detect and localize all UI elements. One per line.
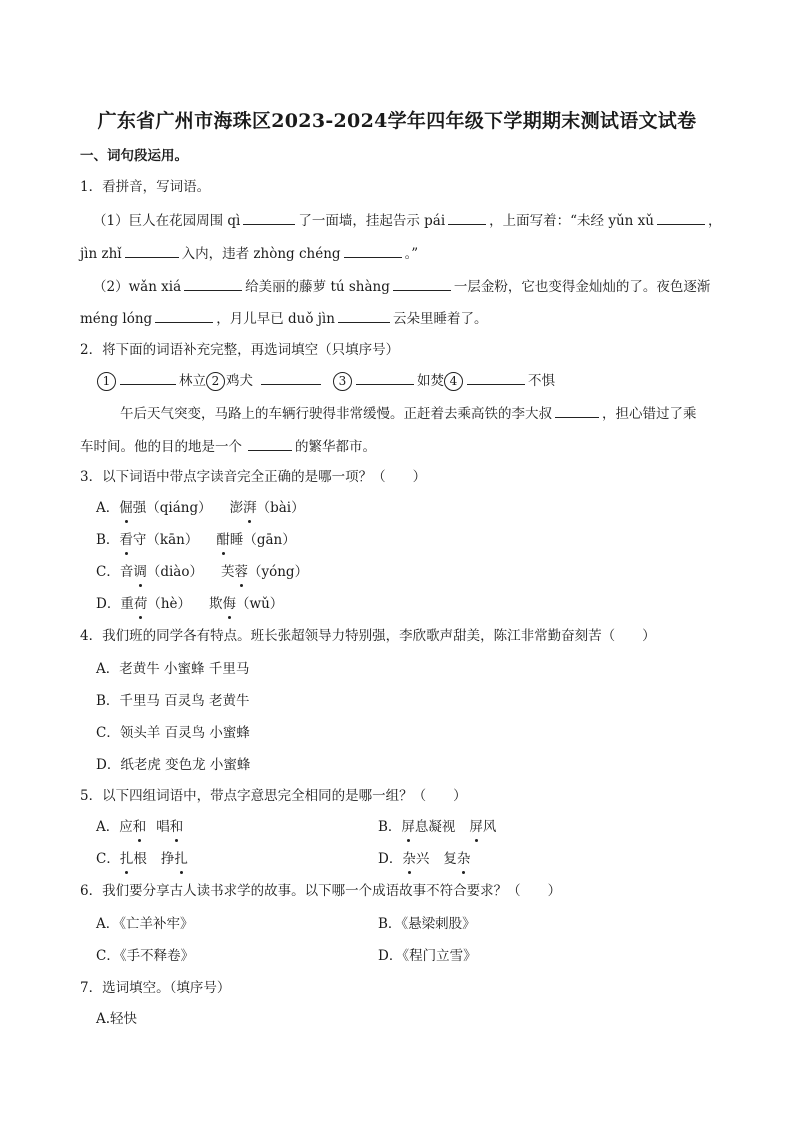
q2-paragraph-line-1 [120, 404, 697, 424]
dotted-char: 和 [169, 819, 184, 835]
option-text: 老黄牛 小蜜蜂 千里马 [119, 661, 250, 677]
option-text: （diào） [146, 564, 203, 580]
q6-option-a[interactable] [96, 914, 194, 934]
q2-text: 午后天气突变，马路上的车辆行驶得非常缓慢。正赶着去乘高铁的李大叔 [120, 406, 552, 422]
q5-stem: 5．以下四组词语中，带点字意思完全相同的是哪一组？（ ） [80, 788, 467, 804]
answer-blank[interactable] [120, 372, 176, 385]
option-text: 纸老虎 变色龙 小蜜蜂 [120, 757, 251, 773]
option-text: 息凝视 [414, 819, 456, 835]
word-text: 鸡犬 [226, 373, 253, 389]
option-text: （kān） [146, 532, 199, 548]
q6-stem: 6．我们要分享古人读书求学的故事。以下哪一个成语故事不符合要求？（ ） [80, 883, 562, 899]
answer-blank[interactable] [184, 278, 242, 291]
circled-number: 3 [333, 372, 352, 391]
dotted-char: 侮 [222, 596, 237, 612]
option-label: D． [378, 851, 403, 867]
option-label: B． [378, 819, 402, 835]
option-text: 领头羊 百灵鸟 小蜜蜂 [119, 725, 250, 741]
option-text: 欺 [209, 596, 223, 612]
dotted-char: 杂 [402, 851, 416, 867]
q6-option-d[interactable] [378, 946, 477, 966]
q1-text: 给美丽的藤萝 tú shàng [245, 279, 390, 295]
q2-paragraph-line-2 [80, 437, 376, 457]
option-text: 应 [119, 819, 133, 835]
dotted-char: 看 [119, 532, 133, 548]
answer-blank[interactable] [448, 212, 486, 225]
dotted-char: 酣 [216, 532, 230, 548]
option-label: A． [96, 500, 120, 516]
option-label: C． [96, 725, 120, 741]
option-label: D． [378, 948, 403, 964]
word-text: 林立 [179, 373, 206, 389]
option-text: 挣 [160, 851, 175, 867]
q1-line-2 [80, 244, 418, 264]
circled-number: 4 [444, 372, 463, 391]
dotted-char: 扎 [174, 851, 188, 867]
q6-option-c[interactable] [96, 946, 194, 966]
option-label: A． [96, 916, 120, 932]
option-label: A． [96, 661, 120, 677]
q2-text: 车时间。他的目的地是一个 [80, 439, 242, 455]
q2-words [97, 371, 555, 391]
dotted-char: 和 [132, 819, 147, 835]
option-label: B． [378, 916, 402, 932]
word-text: 不惧 [528, 373, 555, 389]
q3-option-a[interactable] [96, 498, 305, 518]
q1-text: （1）巨人在花园周围 qì [93, 213, 241, 229]
option-label: B． [96, 693, 120, 709]
page-title: 广东省广州市海珠区2023-2024学年四年级下学期期末测试语文试卷 [97, 110, 697, 132]
answer-blank[interactable] [338, 310, 390, 323]
answer-blank[interactable] [125, 245, 179, 258]
option-text: （hè） [147, 596, 192, 612]
option-label: C． [96, 851, 120, 867]
option-text: 兴 [415, 851, 430, 867]
option-label: C． [96, 948, 120, 964]
option-text: 《程门立雪》 [402, 948, 477, 964]
dotted-char: 调 [133, 564, 147, 580]
option-label: D． [96, 757, 121, 773]
q1-text: jìn zhǐ [80, 246, 122, 262]
q4-option-b[interactable] [96, 691, 250, 711]
q1-text: méng lóng [80, 311, 153, 327]
answer-blank[interactable] [393, 278, 451, 291]
q1-text: ， [707, 213, 722, 229]
answer-blank[interactable] [555, 405, 599, 418]
option-text: （qiáng） [146, 500, 212, 516]
dotted-char: 荷 [133, 596, 148, 612]
q3-stem: 3．以下词语中带点字读音完全正确的是哪一项？（ ） [80, 469, 427, 485]
option-text: 澎 [229, 500, 244, 516]
option-text: （wǔ） [236, 596, 284, 612]
word-text: 如焚 [417, 373, 444, 389]
dotted-char: 屏 [469, 819, 483, 835]
option-text: 芙 [220, 564, 235, 580]
option-text: 《悬梁刺股》 [401, 916, 476, 932]
option-label: D． [96, 596, 121, 612]
option-text: 重 [120, 596, 134, 612]
option-text: 强 [132, 500, 147, 516]
answer-blank[interactable] [243, 212, 295, 225]
option-text: 唱 [156, 819, 170, 835]
dotted-char: 杂 [456, 851, 471, 867]
q5-option-d[interactable] [378, 849, 470, 869]
answer-blank[interactable] [248, 438, 292, 451]
q3-option-b[interactable] [96, 530, 296, 550]
answer-blank[interactable] [344, 245, 402, 258]
q1-text: ，上面写着：“未经 yǔn xǔ [489, 213, 654, 229]
option-text: 睡 [229, 532, 244, 548]
q5-option-b[interactable] [378, 817, 496, 837]
q5-option-c[interactable] [96, 849, 188, 869]
option-text: （yóng） [247, 564, 309, 580]
option-text: （bài） [256, 500, 305, 516]
q7-option-a[interactable]: A.轻快 [96, 1011, 138, 1027]
option-text: 守 [132, 532, 147, 548]
option-label: A． [96, 819, 120, 835]
q3-option-d[interactable] [96, 594, 283, 614]
q2-stem: 2．将下面的词语补充完整，再选词填空（只填序号） [80, 342, 400, 358]
q5-option-a[interactable] [96, 817, 183, 837]
q4-option-c[interactable] [96, 723, 250, 743]
q1-text: ，月儿早已 duǒ jìn [216, 311, 335, 327]
answer-blank[interactable] [356, 372, 414, 385]
q2-text: ，担心错过了乘 [602, 406, 697, 422]
option-text: （gān） [243, 532, 296, 548]
answer-blank[interactable] [155, 310, 213, 323]
q1-text: 一层金粉，它也变得金灿灿的了。夜色逐渐 [453, 279, 711, 295]
answer-blank[interactable] [261, 372, 321, 385]
option-label: B． [96, 532, 120, 548]
answer-blank[interactable] [657, 212, 705, 225]
option-text: 《亡羊补牢》 [119, 916, 194, 932]
answer-blank[interactable] [467, 372, 525, 385]
circled-number: 2 [206, 372, 225, 391]
option-text: 《手不释卷》 [119, 948, 195, 964]
q6-option-b[interactable] [378, 914, 476, 934]
dotted-char: 扎 [119, 851, 134, 867]
q1-text: 。” [404, 246, 419, 262]
q1-text: （2）wǎn xiá [93, 279, 182, 295]
q4-option-d[interactable] [96, 755, 250, 775]
dotted-char: 蓉 [234, 564, 248, 580]
dotted-char: 屏 [401, 819, 415, 835]
option-text: 风 [482, 819, 497, 835]
q4-option-a[interactable] [96, 659, 249, 679]
option-text: 根 [133, 851, 147, 867]
q3-option-c[interactable] [96, 562, 308, 582]
option-label: C． [96, 564, 120, 580]
q1-line-4 [80, 309, 487, 329]
q1-text: 了一面墙，挂起告示 pái [298, 213, 446, 229]
q1-line-3 [93, 277, 710, 297]
section-heading: 一、词句段运用。 [80, 148, 188, 164]
option-text: 千里马 百灵鸟 老黄牛 [119, 693, 250, 709]
q1-text: 入内，违者 zhòng chéng [181, 246, 341, 262]
q1-line-1 [93, 211, 721, 231]
dotted-char: 湃 [243, 500, 257, 516]
q1-stem: 1．看拼音，写词语。 [80, 179, 211, 195]
q7-stem: 7．选词填空。（填序号） [80, 980, 231, 996]
option-text: 复 [443, 851, 457, 867]
q1-text: 云朵里睡着了。 [392, 311, 488, 327]
q4-stem: 4．我们班的同学各有特点。班长张超领导力特别强，李欣歌声甜美，陈江非常勤奋刻苦（ ） [80, 628, 656, 644]
option-text: 音 [119, 564, 134, 580]
dotted-char: 倔 [119, 500, 133, 516]
circled-number: 1 [97, 372, 116, 391]
q2-text: 的繁华都市。 [295, 439, 376, 455]
